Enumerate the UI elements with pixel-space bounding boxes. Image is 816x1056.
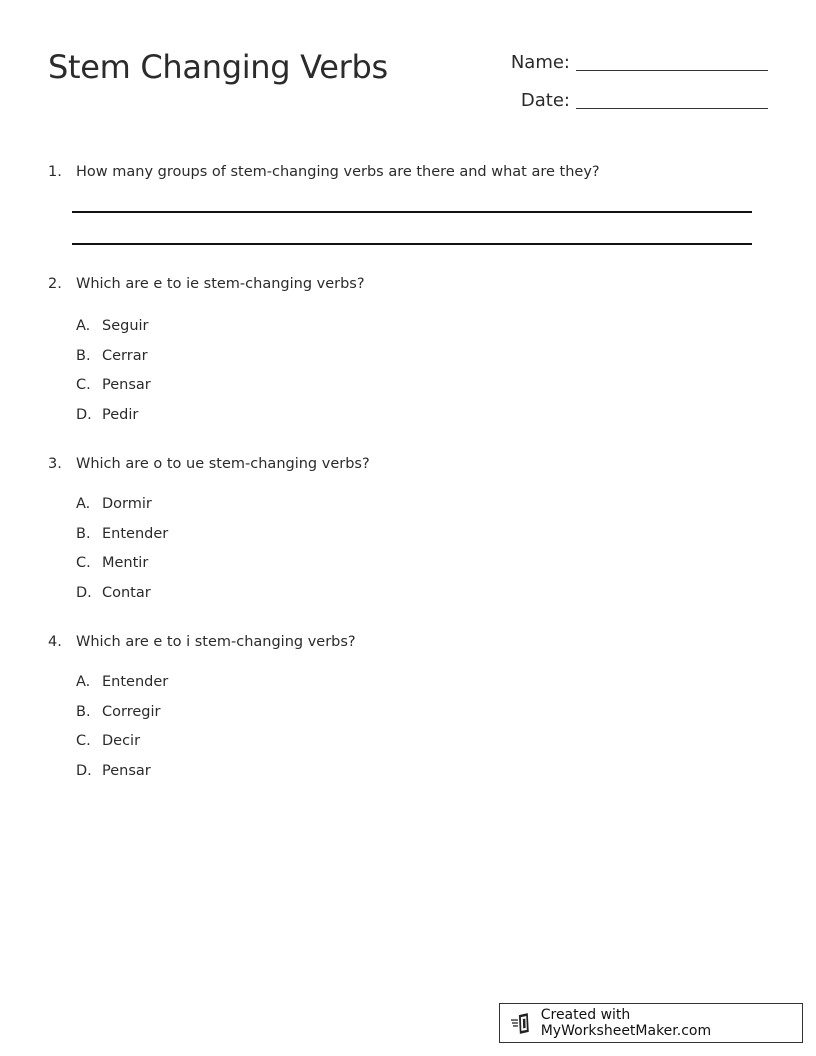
choice-item: [76, 318, 151, 348]
date-field: [508, 90, 768, 111]
choice-letter: B.: [76, 703, 91, 720]
choice-item: [76, 407, 151, 437]
page-title: Stem Changing Verbs: [48, 48, 388, 86]
choice-text: Entender: [102, 674, 169, 690]
choice-item: [76, 674, 168, 704]
created-with-badge: [499, 1003, 803, 1043]
created-with-text: Created with MyWorksheetMaker.com: [540, 1007, 712, 1039]
choice-text: Contar: [102, 584, 151, 601]
question-text: Which are e to ie stem-changing verbs?: [76, 276, 365, 292]
choice-letter: D.: [76, 584, 92, 601]
choice-list-3: [76, 496, 168, 614]
choice-letter: B.: [76, 525, 91, 542]
choice-item: [76, 704, 168, 734]
choice-text: Mentir: [102, 555, 149, 571]
question-number: 1.: [48, 164, 62, 180]
question-number: 3.: [48, 456, 62, 472]
choice-letter: A.: [76, 674, 91, 690]
choice-item: [76, 496, 168, 526]
question-2: [48, 276, 365, 292]
question-3: [48, 456, 370, 472]
answer-line-1: [72, 211, 752, 213]
choice-list-4: [76, 674, 168, 792]
date-blank-line: [576, 108, 768, 109]
choice-item: [76, 348, 151, 378]
choice-text: Corregir: [102, 703, 161, 720]
choice-text: Decir: [102, 733, 141, 749]
choice-text: Pensar: [102, 377, 151, 393]
choice-text: Pedir: [102, 406, 139, 423]
choice-text: Cerrar: [102, 347, 148, 364]
choice-letter: C.: [76, 733, 91, 749]
question-1: [48, 164, 600, 180]
question-number: 4.: [48, 634, 62, 650]
question-number: 2.: [48, 276, 62, 292]
name-label: Name:: [510, 52, 570, 73]
choice-list-2: [76, 318, 151, 436]
question-text: How many groups of stem-changing verbs are there and what are they?: [76, 164, 600, 180]
choice-letter: D.: [76, 406, 92, 423]
choice-letter: D.: [76, 762, 92, 779]
name-blank-line: [576, 70, 768, 71]
question-text: Which are e to i stem-changing verbs?: [76, 634, 356, 650]
answer-line-2: [72, 243, 752, 245]
choice-item: [76, 733, 168, 763]
choice-letter: A.: [76, 318, 91, 334]
choice-text: Seguir: [102, 318, 149, 334]
worksheet-logo-icon: [510, 1011, 534, 1035]
choice-item: [76, 526, 168, 556]
choice-text: Entender: [102, 525, 169, 542]
choice-letter: B.: [76, 347, 91, 364]
choice-text: Dormir: [102, 496, 152, 512]
choice-letter: C.: [76, 377, 91, 393]
choice-item: [76, 585, 168, 615]
choice-item: [76, 555, 168, 585]
choice-item: [76, 763, 168, 793]
date-label: Date:: [520, 90, 570, 111]
choice-letter: C.: [76, 555, 91, 571]
name-field: [508, 52, 768, 73]
choice-item: [76, 377, 151, 407]
choice-letter: A.: [76, 496, 91, 512]
choice-text: Pensar: [102, 762, 151, 779]
question-text: Which are o to ue stem-changing verbs?: [76, 456, 370, 472]
question-4: [48, 634, 356, 650]
